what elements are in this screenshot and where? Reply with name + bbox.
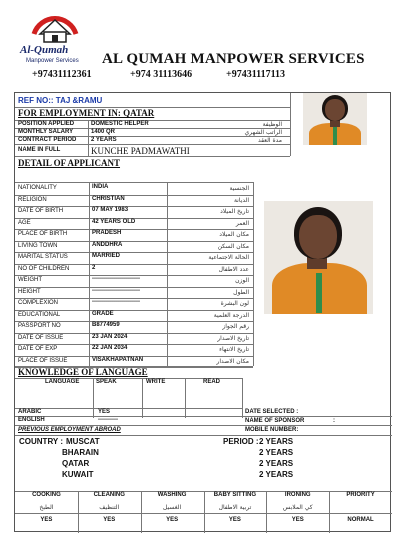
label-no-of-children: NO OF CHILDREN <box>18 265 70 272</box>
previous-country: KUWAIT <box>62 470 94 479</box>
arabic-marital-status: الحالة الاجتماعية <box>208 254 249 261</box>
arabic-weight: الوزن <box>235 277 249 284</box>
skill-label-washing: WASHING <box>157 492 187 498</box>
previous-period: 2 YEARS <box>259 459 294 468</box>
label-nationality: NATIONALITY <box>18 185 57 191</box>
application-form <box>14 92 391 532</box>
skill-label-baby-sitting: BABY SITTING <box>213 492 257 498</box>
skill-arabic-baby-sitting: تربية الاطفال <box>218 504 252 511</box>
country-label: COUNTRY : <box>19 437 63 446</box>
phone-number: +97431112361 <box>32 69 92 80</box>
house-logo-icon <box>28 4 82 44</box>
skill-arabic-cooking: الطبخ <box>39 504 54 511</box>
value-contract-period: 2 YEARS <box>91 137 117 143</box>
company-logo <box>20 4 98 70</box>
arabic-living-town: مكان السكن <box>217 242 249 250</box>
value-religion: CHRISTIAN <box>92 195 125 202</box>
label-educational: EDUCATIONAL <box>18 311 61 318</box>
label-height: HEIGHT <box>18 288 41 295</box>
arabic-place-of-birth: مكان الميلاد <box>219 231 249 238</box>
arabic-nationality: الجنسية <box>229 185 249 192</box>
logo-name: Al-Qumah <box>20 44 69 56</box>
skill-label-priority: PRIORITY <box>346 492 375 498</box>
value-date-of-birth: 07 MAY 1983 <box>92 207 129 213</box>
value-no-of-children: 2 <box>92 264 96 271</box>
value-nationality: INDIA <box>92 184 109 190</box>
arabic-age: العمر <box>235 219 249 227</box>
value-age: 42 YEARS OLD <box>92 218 136 225</box>
skill-value-ironing: YES <box>291 517 304 523</box>
skill-arabic-ironing: كي الملابس <box>282 504 313 511</box>
arabic-date-of-exp: تاريخ الانتهاء <box>219 346 249 353</box>
previous-country: MUSCAT <box>66 437 100 446</box>
value-marital-status: MARRIED <box>92 253 120 259</box>
label-monthly-salary: MONTHLY SALARY <box>18 129 74 135</box>
language-title: KNOWLEDGE OF LANGUAGE <box>18 367 148 377</box>
value-date-of-exp: 22 JAN 2034 <box>92 345 128 351</box>
period-label: PERIOD : <box>223 437 259 446</box>
phone-number: +97431117113 <box>226 69 286 80</box>
arabic-place-of-issue: مكان الاصدار <box>216 357 249 365</box>
label-position-applied: POSITION APPLIED <box>18 121 75 127</box>
language-arabic-speak: YES <box>98 409 111 415</box>
skill-value-priority: NORMAL <box>347 517 374 523</box>
arabic-position-applied: الوظيفة <box>262 121 282 128</box>
label-place-of-issue: PLACE OF ISSUE <box>18 357 68 364</box>
company-name: AL QUMAH MANPOWER SERVICES <box>102 51 365 67</box>
phone-number: +974 31113646 <box>130 69 193 80</box>
sponsor-name-colon: : <box>333 418 335 424</box>
value-passport-no: B8774959 <box>92 322 120 328</box>
language-header-language: LANGUAGE <box>45 379 80 385</box>
previous-period: 2 YEARS <box>259 470 294 479</box>
arabic-date-of-issue: تاريخ الاصدار <box>217 334 249 342</box>
mobile-number-label: MOBILE NUMBER: <box>245 427 299 433</box>
language-header-speak: SPEAK <box>96 379 117 385</box>
arabic-date-of-birth: تاريخ الميلاد <box>220 208 249 215</box>
value-educational: GRADE <box>92 310 114 317</box>
previous-country: QATAR <box>62 459 90 468</box>
skill-arabic-washing: الغسيل <box>163 504 182 511</box>
label-passport-no: PASSPORT NO <box>18 323 61 329</box>
applicant-title: DETAIL OF APPLICANT <box>18 158 121 168</box>
skill-label-cleaning: CLEANING <box>93 492 125 498</box>
arabic-educational: الدرجة العلمية <box>213 311 249 319</box>
skill-label-cooking: COOKING <box>32 492 61 498</box>
arabic-contract-period: مدة العقد <box>258 137 282 144</box>
value-name-in-full: KUNCHE PADMAWATHI <box>91 146 190 156</box>
previous-employment-title: PREVIOUS EMPLOYMENT ABROAD <box>18 427 121 433</box>
applicant-photo-small <box>303 93 367 145</box>
label-weight: WEIGHT <box>18 277 42 283</box>
arabic-complexion: لون البشرة <box>220 300 249 307</box>
arabic-height: الطول <box>233 288 249 296</box>
employment-title: FOR EMPLOYMENT IN: QATAR <box>18 108 155 118</box>
arabic-passport-no: رقم الجواز <box>222 323 249 330</box>
value-complexion: ------------------------ <box>92 299 140 305</box>
language-english-speak: ---------- <box>98 417 118 423</box>
value-position-applied: DOMESTIC HELPER <box>91 121 149 127</box>
arabic-no-of-children: عدد الاطفال <box>218 265 249 273</box>
value-place-of-issue: VISAKHAPATNAN <box>92 356 144 363</box>
applicant-photo-large <box>264 201 373 314</box>
label-living-town: LIVING TOWN <box>18 242 58 249</box>
label-complexion: COMPLEXION <box>18 300 59 306</box>
skill-value-washing: YES <box>166 517 179 523</box>
value-place-of-birth: PRADESH <box>92 230 122 236</box>
label-religion: RELIGION <box>18 196 47 203</box>
value-date-of-issue: 23 JAN 2024 <box>92 333 128 340</box>
arabic-religion: الديانة <box>233 196 249 204</box>
skill-value-cleaning: YES <box>103 517 116 523</box>
label-date-of-exp: DATE OF EXP <box>18 346 58 352</box>
label-date-of-birth: DATE OF BIRTH <box>18 208 64 214</box>
language-row-arabic: ARABIC <box>18 409 42 415</box>
value-weight: ------------------------ <box>92 276 140 282</box>
previous-country: BHARAIN <box>62 448 99 457</box>
language-header-write: WRITE <box>146 379 166 385</box>
skill-value-baby-sitting: YES <box>228 517 241 523</box>
value-living-town: ANDDHRA <box>92 241 123 248</box>
skill-arabic-cleaning: التنظيف <box>99 504 120 511</box>
language-header-read: READ <box>203 379 221 385</box>
date-selected-label: DATE SELECTED : <box>245 409 299 415</box>
arabic-monthly-salary: الراتب الشهري <box>244 129 282 136</box>
value-height: ------------------------ <box>92 287 140 294</box>
skill-label-ironing: IRONING <box>284 492 311 498</box>
label-age: AGE <box>18 219 31 226</box>
reference-number: REF NO:: TAJ &RAMU <box>18 96 103 105</box>
value-monthly-salary: 1400 QR <box>91 129 116 135</box>
skill-value-cooking: YES <box>40 517 53 523</box>
logo-subtitle: Manpower Services <box>26 58 79 64</box>
label-marital-status: MARITAL STATUS <box>18 254 68 260</box>
previous-period: 2 YEARS <box>259 437 294 446</box>
language-row-english: ENGLISH <box>18 417 45 423</box>
label-place-of-birth: PLACE OF BIRTH <box>18 231 68 237</box>
previous-period: 2 YEARS <box>259 448 294 457</box>
label-contract-period: CONTRACT PERIOD <box>18 137 77 143</box>
label-name-in-full: NAME IN FULL <box>18 147 61 153</box>
sponsor-name-label: NAME OF SPONSOR <box>245 418 305 424</box>
label-date-of-issue: DATE OF ISSUE <box>18 334 64 341</box>
